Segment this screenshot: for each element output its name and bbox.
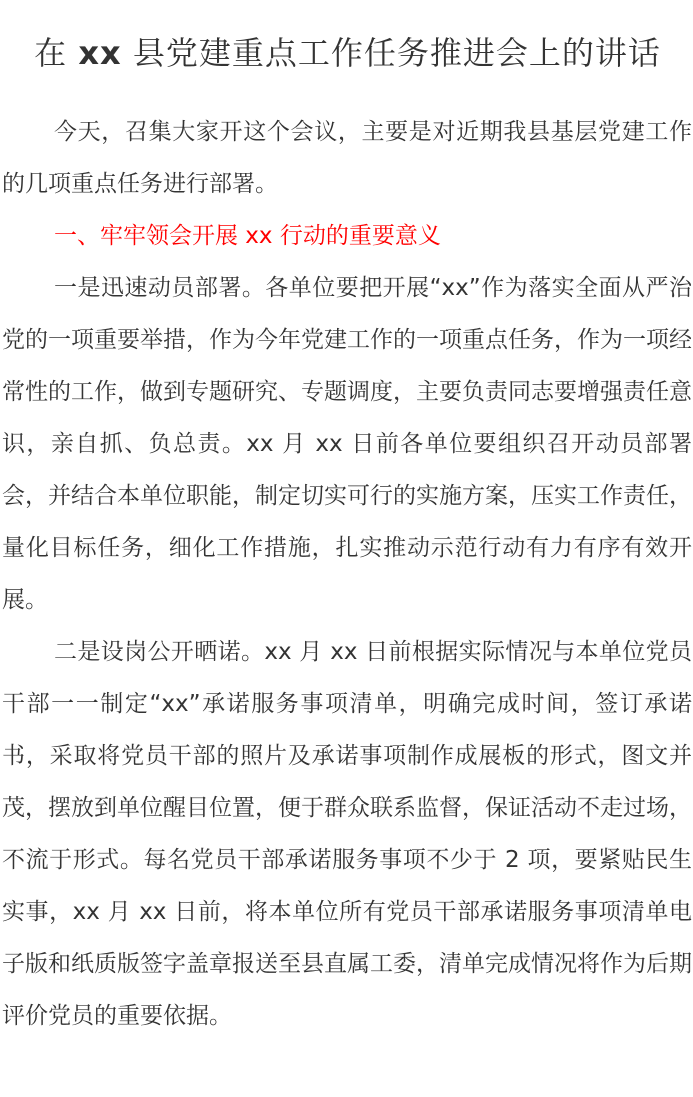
title-bold-placeholder: xx bbox=[78, 34, 122, 72]
intro-paragraph: 今天，召集大家开这个会议，主要是对近期我县基层党建工作的几项重点任务进行部署。 bbox=[2, 119, 692, 197]
paragraph-pledge: 二是设岗公开晒诺。xx 月 xx 日前根据实际情况与本单位党员干部一一制定“xx”承诺服务事项清单，明确完成时间，签订承诺书，采取将党员干部的照片及承诺事项制作成展板的形式，图文并茂，摆放到单位醒目位置，便于群众联系监督，保证活动不走过场，不流于形式。每名党员干部承诺服务事项不少于 2 项，要紧贴民生实事，xx 月 xx 日前，将本单位所有党员干部承诺服务事项清单电子版和纸质版签字盖章报送至县直属工委，清单完成情况将作为后期评价党员的重要依据。 bbox=[2, 639, 692, 1029]
paragraph-mobilize: 一是迅速动员部署。各单位要把开展“xx”作为落实全面从严治党的一项重要举措，作为今年党建工作的一项重点任务，作为一项经常性的工作，做到专题研究、专题调度，主要负责同志要增强责任意识，亲自抓、负总责。xx 月 xx 日前各单位要组织召开动员部署会，并结合本单位职能，制定切实可行的实施方案，压实工作责任，量化目标任务，细化工作措施，扎实推动示范行动有力有序有效开展。 bbox=[2, 275, 692, 613]
document-body bbox=[2, 106, 692, 1042]
document-title bbox=[2, 0, 693, 84]
section-heading: 一、牢牢领会开展 xx 行动的重要意义 bbox=[54, 223, 441, 249]
title-prefix: 在 bbox=[34, 34, 79, 72]
title-suffix: 县党建重点工作任务推进会上的讲话 bbox=[121, 34, 661, 72]
